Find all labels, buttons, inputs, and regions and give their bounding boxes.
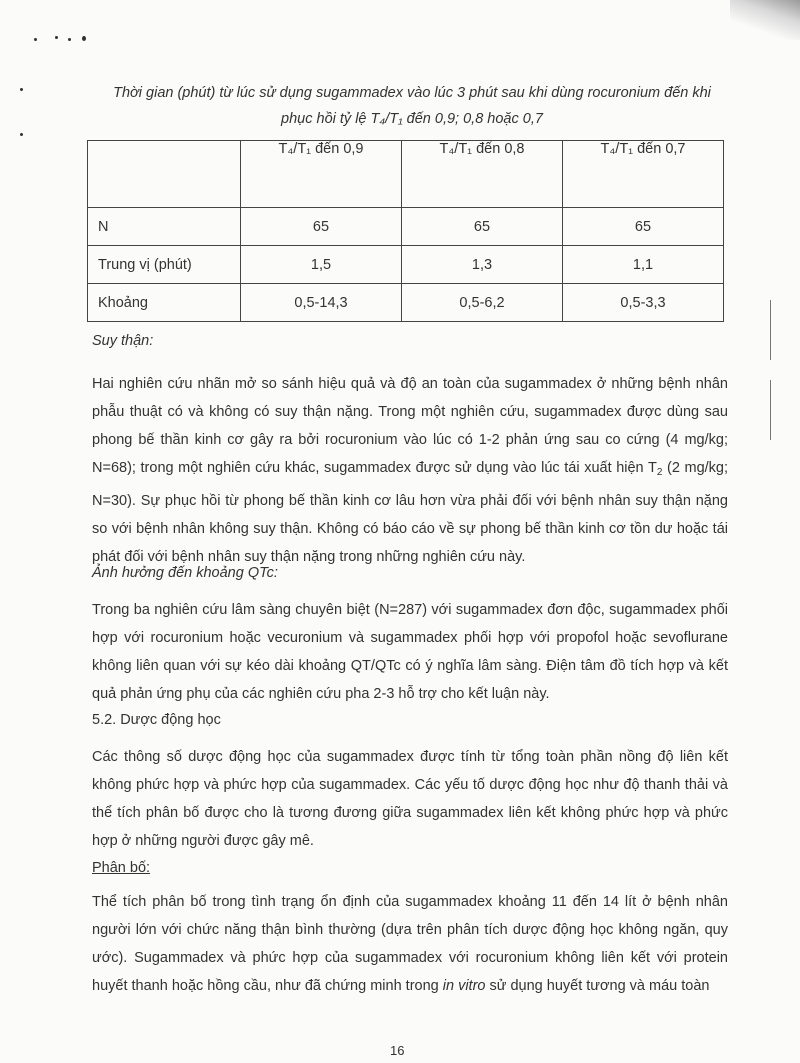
table-cell: 65	[241, 208, 402, 246]
renal-t2	[648, 460, 662, 476]
margin-stamp-mark	[770, 300, 793, 360]
row-label: N	[88, 208, 241, 246]
table-cell: 0,5-14,3	[241, 284, 402, 322]
table-header-cell: T₄/T₁ đến 0,7	[563, 141, 724, 208]
distribution-italic: in vitro	[442, 978, 486, 994]
scan-speck	[55, 36, 58, 39]
scan-speck	[20, 88, 23, 91]
table-cell: 1,3	[402, 246, 563, 284]
paragraph-distribution	[92, 888, 728, 1000]
paragraph-qtc: Trong ba nghiên cứu lâm sàng chuyên biệt (N=287) với sugammadex đơn độc, sugammadex phối hợp với rocuronium hoặc vecuronium và sugammadex phối hợp với propofol hoặc sevoflurane không liên quan với sự kéo dài khoảng QT/QTc có ý nghĩa lâm sàng. Điện tâm đồ tích hợp và kết quả phản ứng phụ của các nghiên cứu pha 2-3 hỗ trợ cho kết luận này.	[92, 602, 728, 702]
table-header-cell: T₄/T₁ đến 0,9	[241, 141, 402, 208]
distribution-text-2: sử dụng huyết tương và máu toàn	[485, 978, 710, 994]
paragraph-renal	[92, 370, 728, 571]
section-title-renal: Suy thận:	[92, 333, 154, 349]
table-cell: 0,5-6,2	[402, 284, 563, 322]
scan-speck	[82, 36, 86, 41]
renal-t2-base: T	[647, 460, 657, 476]
table-cell: 1,5	[241, 246, 402, 284]
row-label: Trung vị (phút)	[88, 246, 241, 284]
page-number: 16	[390, 1043, 405, 1058]
table-header-cell: T₄/T₁ đến 0,8	[402, 141, 563, 208]
scan-speck	[34, 38, 37, 41]
table-cell: 1,1	[563, 246, 724, 284]
section-title-pharmacokinetics: 5.2. Dược động học	[92, 712, 221, 728]
table-cell: 65	[402, 208, 563, 246]
scan-shadow	[730, 0, 800, 40]
distribution-text-1: Thể tích phân bố trong tình trạng ổn định của sugammadex khoảng 11 đến 14 lít ở bệnh nhân người lớn với chức năng thận bình thường (dựa trên phân tích dược động học không ngăn, quy ước). Sugammadex và phức hợp của sugammadex với rocuronium không liên kết với protein huyết thanh hoặc hồng cầu, như đã chứng minh trong	[92, 894, 728, 994]
table-cell: 0,5-3,3	[563, 284, 724, 322]
caption-line-1: Thời gian (phút) từ lúc sử dụng sugammadex vào lúc 3 phút sau khi dùng rocuronium đến khi	[113, 85, 711, 101]
scan-speck	[68, 38, 71, 41]
paragraph-pharmacokinetics: Các thông số dược động học của sugammadex được tính từ tổng toàn phần nồng độ liên kết không phức hợp và phức hợp của sugammadex. Các yếu tố dược động học như độ thanh thải và thể tích phân bố được cho là tương đương giữa sugammadex liên kết không phức hợp và phức hợp ở những người được gây mê.	[92, 749, 728, 849]
table-row	[88, 208, 724, 246]
renal-t2-sub: 2	[656, 467, 663, 478]
renal-text-2: (2 mg/kg; N=30). Sự phục hồi từ phong bế thần kinh cơ lâu hơn vừa phải đối với bệnh nhân suy thận nặng so với bệnh nhân không suy thận. Không có báo cáo về sự phong bế thần kinh cơ tồn dư hoặc tái phát đối với bệnh nhân suy thận nặng trong những nghiên cứu này.	[92, 460, 729, 565]
table-header-empty	[88, 141, 241, 208]
section-title-qtc: Ảnh hưởng đến khoảng QTc:	[92, 565, 278, 581]
table-cell: 65	[563, 208, 724, 246]
recovery-time-table	[87, 140, 724, 322]
table-header-row	[88, 141, 724, 208]
margin-stamp-mark	[770, 380, 793, 440]
table-caption	[92, 80, 732, 132]
row-label: Khoảng	[88, 284, 241, 322]
caption-line-2: phục hồi tỷ lệ T₄/T₁ đến 0,9; 0,8 hoặc 0,7	[281, 111, 543, 127]
scan-speck	[20, 133, 23, 136]
table-row	[88, 246, 724, 284]
section-title-distribution: Phân bố:	[92, 860, 151, 876]
table-row	[88, 284, 724, 322]
renal-text-1: Hai nghiên cứu nhãn mở so sánh hiệu quả và độ an toàn của sugammadex ở những bệnh nhân phẫu thuật có và không có suy thận nặng. Trong một nghiên cứu, sugammadex được dùng sau phong bế thần kinh cơ gây ra bởi rocuronium vào lúc có 1-2 phản ứng sau co cứng (4 mg/kg; N=68); trong một nghiên cứu khác, sugammadex được sử dụng vào lúc tái xuất hiện	[92, 376, 728, 476]
